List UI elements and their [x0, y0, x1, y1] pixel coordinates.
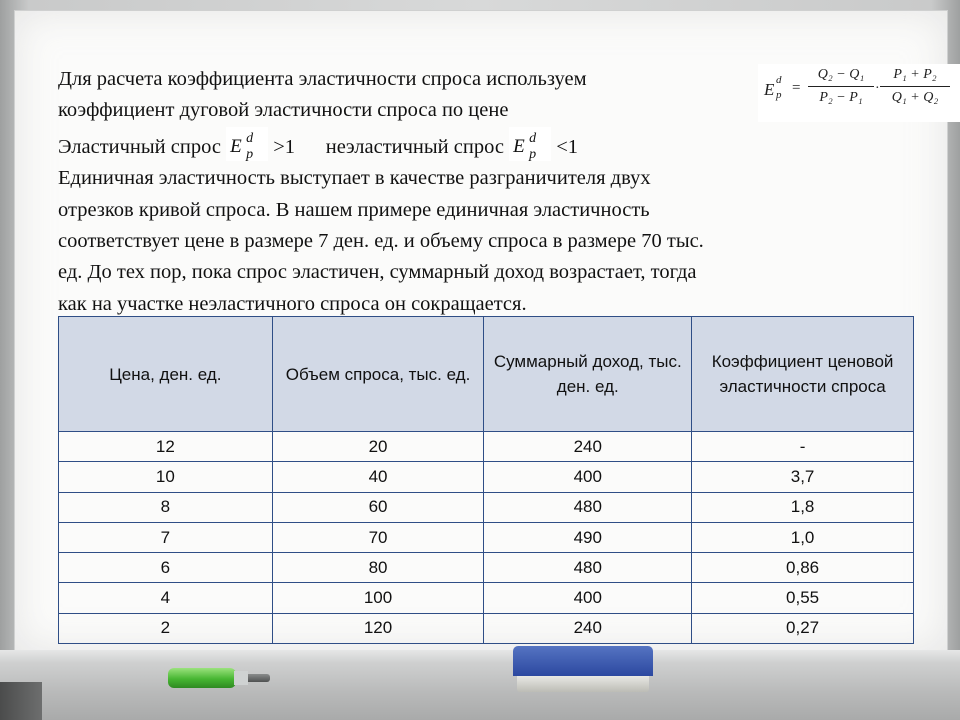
board-eraser-icon [513, 646, 653, 692]
cell-elasticity: 1,0 [692, 522, 914, 552]
table-row [59, 522, 914, 552]
table-row [59, 613, 914, 643]
cell-price: 4 [59, 583, 273, 613]
text-line-1: Для расчета коэффициента эластичности спроса используем [58, 68, 587, 90]
text-line-5: отрезков кривой спроса. В нашем примере единичная эластичность [58, 198, 650, 221]
header-total-revenue: Суммарный доход, тыс. ден. ед. [484, 317, 692, 432]
cell-elasticity: 3,7 [692, 462, 914, 492]
arc-elasticity-formula: E d p = Q₂ − Q₁ P₂ − P₁ · P₁ + P₂ Q₁ + Q₂ [758, 64, 960, 122]
board-stand-post [0, 682, 42, 720]
text-line-7: ед. До тех пор, пока спрос эластичен, суммарный доход возрастает, тогда [58, 261, 697, 284]
cell-revenue: 240 [484, 432, 692, 462]
cell-elasticity: 0,55 [692, 583, 914, 613]
cell-revenue: 400 [484, 462, 692, 492]
cell-volume: 40 [272, 462, 484, 492]
cell-volume: 100 [272, 583, 484, 613]
header-price: Цена, ден. ед. [59, 317, 273, 432]
table-row [59, 432, 914, 462]
cell-price: 7 [59, 522, 273, 552]
cell-volume: 70 [272, 522, 484, 552]
cell-price: 6 [59, 553, 273, 583]
cell-elasticity: 0,27 [692, 613, 914, 643]
text-line-8: как на участке неэластичного спроса он сокращается. [58, 292, 527, 315]
table-row [59, 583, 914, 613]
cell-price: 8 [59, 492, 273, 522]
cell-elasticity: 1,8 [692, 492, 914, 522]
inelastic-condition: <1 [556, 135, 579, 158]
text-line-6: соответствует цене в размере 7 ден. ед. и объему спроса в размере 70 тыс. [58, 230, 704, 253]
elasticity-symbol: E d p [509, 127, 551, 161]
cell-revenue: 400 [484, 583, 692, 613]
table-row [59, 492, 914, 522]
header-elasticity-coefficient: Коэффициент ценовой эластичности спроса [692, 317, 914, 432]
cell-revenue: 490 [484, 522, 692, 552]
green-marker-icon [168, 668, 268, 688]
table-header-row [59, 317, 914, 432]
elasticity-symbol: E d p [226, 127, 268, 161]
cell-volume: 20 [272, 432, 484, 462]
cell-revenue: 480 [484, 553, 692, 583]
cell-volume: 80 [272, 553, 484, 583]
text-line-3 [58, 127, 758, 163]
text-line-2: коэффициент дуговой эластичности спроса по цене [58, 99, 509, 122]
header-demand-volume: Объем спроса, тыс. ед. [272, 317, 484, 432]
cell-revenue: 240 [484, 613, 692, 643]
cell-volume: 120 [272, 613, 484, 643]
cell-price: 2 [59, 613, 273, 643]
cell-price: 10 [59, 462, 273, 492]
table-row [59, 462, 914, 492]
elastic-condition: >1 [273, 135, 296, 158]
elastic-demand-label: Эластичный спрос [58, 135, 221, 158]
cell-elasticity: 0,86 [692, 553, 914, 583]
cell-revenue: 480 [484, 492, 692, 522]
cell-price: 12 [59, 432, 273, 462]
text-line-4: Единичная эластичность выступает в качестве разграничителя двух [58, 167, 651, 190]
cell-volume: 60 [272, 492, 484, 522]
table-row [59, 553, 914, 583]
slide-text [58, 64, 758, 320]
formula-fraction-2: P₁ + P₂ Q₁ + Q₂ [880, 66, 950, 107]
elasticity-table [58, 316, 914, 644]
cell-elasticity: - [692, 432, 914, 462]
inelastic-demand-label: неэластичный спрос [325, 135, 504, 158]
formula-fraction-1: Q₂ − Q₁ P₂ − P₁ [808, 66, 874, 107]
board-ledge [0, 650, 960, 720]
